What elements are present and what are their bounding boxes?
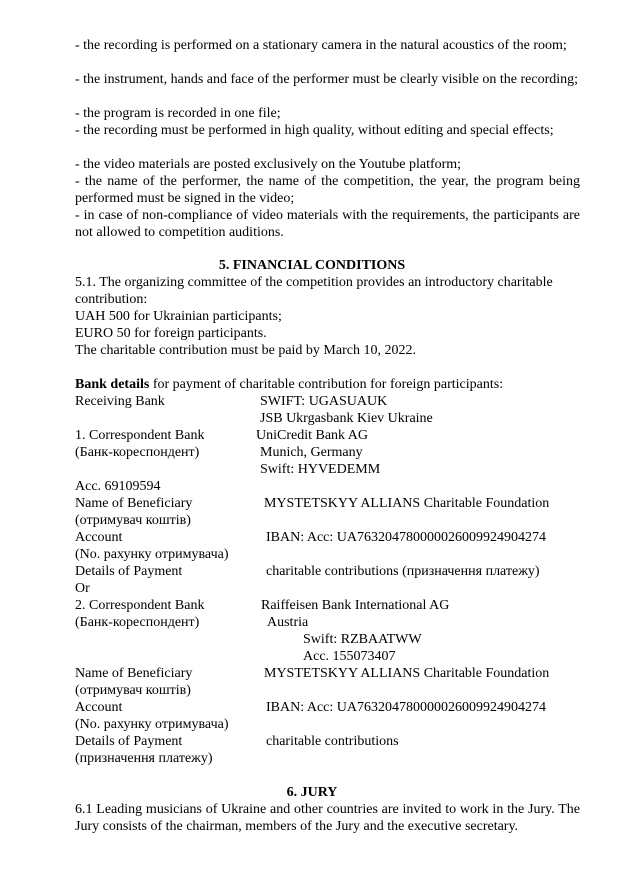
account-2-iban: IBAN: Acc: UA763204780000026009924904274 bbox=[266, 700, 546, 715]
correspondent-bank-2-label-ua: (Банк-кореспондент) bbox=[75, 615, 200, 630]
receiving-bank-swift: SWIFT: UGASUAUK bbox=[260, 394, 388, 409]
correspondent-bank-2-account: Acc. 155073407 bbox=[303, 649, 396, 664]
financial-intro: 5.1. The organizing committee of the competition provides an introductory charitable contribution: bbox=[75, 275, 553, 307]
financial-deadline: The charitable contribution must be paid by March 10, 2022. bbox=[75, 343, 416, 358]
receiving-bank-name: JSB Ukrgasbank Kiev Ukraine bbox=[260, 411, 433, 426]
details-value: charitable contributions (призначення платежу) bbox=[266, 564, 540, 579]
details-2-value: charitable contributions bbox=[266, 734, 399, 749]
requirement-5: - the video materials are posted exclusively on the Youtube platform; bbox=[75, 157, 462, 172]
details-2-label: Details of Payment bbox=[75, 734, 183, 749]
requirement-7: - in case of non-compliance of video materials with the requirements, the participants are not allowed to competition auditions. bbox=[75, 208, 580, 240]
beneficiary-label: Name of Beneficiary bbox=[75, 496, 193, 511]
jury-text: 6.1 Leading musicians of Ukraine and other countries are invited to work in the Jury. The Jury consists of the chairman, members of the Jury and the executive secretary. bbox=[75, 802, 580, 834]
account-2-label-ua: (No. рахунку отримувача) bbox=[75, 717, 229, 732]
correspondent-bank-1-label: 1. Correspondent Bank bbox=[75, 428, 205, 443]
financial-uah: UAH 500 for Ukrainian participants; bbox=[75, 309, 282, 324]
requirement-2: - the instrument, hands and face of the performer must be clearly visible on the recording; bbox=[75, 72, 579, 87]
requirement-4: - the recording must be performed in high quality, without editing and special effects; bbox=[75, 123, 554, 138]
bank-details-title bbox=[75, 376, 503, 393]
beneficiary-2-name: MYSTETSKYY ALLIANS Charitable Foundation bbox=[264, 666, 550, 681]
or-separator: Or bbox=[75, 581, 90, 596]
requirement-3: - the program is recorded in one file; bbox=[75, 106, 281, 121]
financial-heading: 5. FINANCIAL CONDITIONS bbox=[218, 258, 406, 273]
bank-details-bold: Bank details bbox=[75, 377, 150, 392]
beneficiary-label-ua: (отримувач коштів) bbox=[75, 513, 191, 528]
correspondent-bank-2-name: Raiffeisen Bank International AG bbox=[261, 598, 450, 613]
financial-euro: EURO 50 for foreign participants. bbox=[75, 326, 267, 341]
account-label: Account bbox=[75, 530, 123, 545]
requirement-6: - the name of the performer, the name of the competition, the year, the program being performed must be signed in the video; bbox=[75, 174, 580, 206]
account-iban: IBAN: Acc: UA763204780000026009924904274 bbox=[266, 530, 546, 545]
details-2-label-ua: (призначення платежу) bbox=[75, 751, 213, 766]
account-2-label: Account bbox=[75, 700, 123, 715]
requirement-1: - the recording is performed on a stationary camera in the natural acoustics of the room; bbox=[75, 38, 567, 53]
correspondent-bank-1-swift: Swift: HYVEDEMM bbox=[260, 462, 381, 477]
details-label: Details of Payment bbox=[75, 564, 183, 579]
correspondent-bank-1-account: Acc. 69109594 bbox=[75, 479, 161, 494]
correspondent-bank-2-country: Austria bbox=[267, 615, 309, 630]
jury-heading: 6. JURY bbox=[286, 785, 338, 800]
receiving-bank-label: Receiving Bank bbox=[75, 394, 165, 409]
bank-details-rest: for payment of charitable contribution for foreign participants: bbox=[149, 377, 504, 392]
beneficiary-2-label-ua: (отримувач коштів) bbox=[75, 683, 191, 698]
correspondent-bank-1-name: UniCredit Bank AG bbox=[256, 428, 368, 443]
correspondent-bank-2-label: 2. Correspondent Bank bbox=[75, 598, 205, 613]
correspondent-bank-2-swift: Swift: RZBAATWW bbox=[303, 632, 422, 647]
beneficiary-name: MYSTETSKYY ALLIANS Charitable Foundation bbox=[264, 496, 550, 511]
account-label-ua: (No. рахунку отримувача) bbox=[75, 547, 229, 562]
correspondent-bank-1-label-ua: (Банк-кореспондент) bbox=[75, 445, 200, 460]
beneficiary-2-label: Name of Beneficiary bbox=[75, 666, 193, 681]
correspondent-bank-1-city: Munich, Germany bbox=[260, 445, 363, 460]
